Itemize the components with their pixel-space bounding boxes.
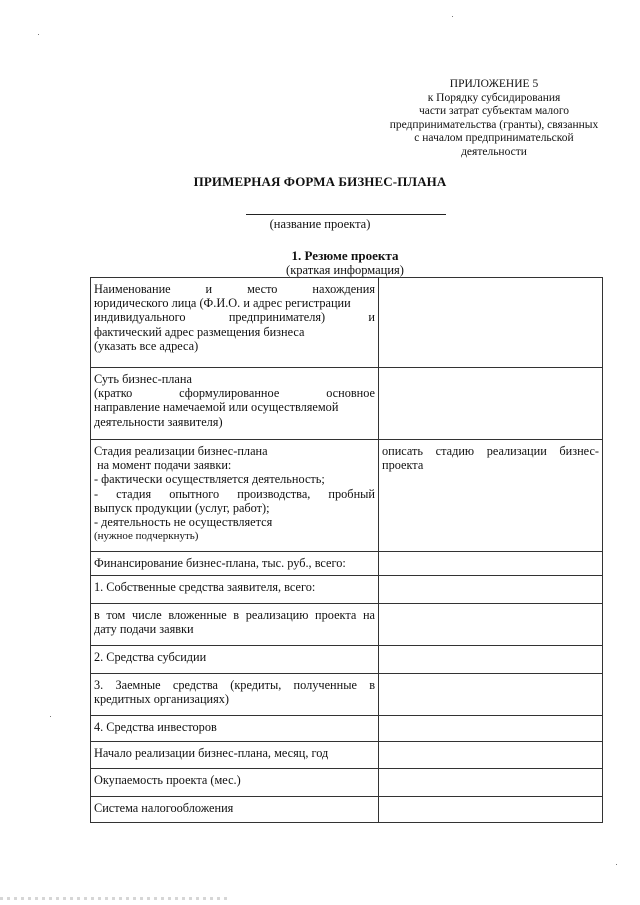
scan-speck [616,864,617,865]
row-label [91,278,379,368]
appendix-header [372,78,616,160]
row-label [91,576,379,604]
row-label-line: Наименование и место нахождения [94,282,375,296]
row-label-line: - фактически осуществляется деятельность; [94,472,325,487]
row-value-cell[interactable] [379,674,603,716]
row-label [91,742,379,769]
row-label-line: - деятельность не осуществляется [94,515,273,530]
table-row [91,797,603,823]
row-value-cell[interactable] [379,440,603,552]
section-title: 1. Резюме проекта [291,248,399,263]
table-row [91,604,603,646]
row-value-cell[interactable] [379,742,603,769]
row-label-line: Финансирование бизнес-плана, тыс. руб., всего: [94,556,346,570]
appendix-line: к Порядку субсидирования [427,91,561,104]
row-label-line: (нужное подчеркнуть) [94,530,199,543]
table-row [91,716,603,742]
row-label-line: направление намечаемой или осуществляемой [94,400,339,415]
table-row [91,674,603,716]
row-label-line: Начало реализации бизнес-плана, месяц, год [94,746,329,760]
row-label [91,769,379,797]
row-label-line: Суть бизнес-плана [94,372,192,386]
appendix-line: ПРИЛОЖЕНИЕ 5 [449,78,539,90]
row-label-line: (кратко сформулированное основное [94,386,375,401]
table-row [91,552,603,576]
appendix-line: части затрат субъектам малого [418,105,570,118]
row-label [91,716,379,742]
section-subtitle: (краткая информация) [286,263,404,277]
row-label [91,368,379,440]
row-label-line: 2. Средства субсидии [94,650,207,664]
table-row [91,769,603,797]
row-value-cell[interactable] [379,576,603,604]
row-label-line: (указать все адреса) [94,338,199,353]
row-value-cell[interactable] [379,552,603,576]
row-label-line: 1. Собственные средства заявителя, всего: [94,580,316,594]
appendix-line: с началом предпринимательской [414,132,574,145]
table-row [91,576,603,604]
row-label-line: фактический адрес размещения бизнеса [94,324,305,339]
row-label [91,674,379,716]
table-row [91,440,603,552]
row-value-cell[interactable] [379,716,603,742]
row-label-line: Система налогообложения [94,801,234,815]
table-row [91,646,603,674]
row-label-line: Стадия реализации бизнес-плана [94,444,268,458]
row-label [91,552,379,576]
table-row [91,368,603,440]
scan-speck [452,16,453,17]
row-value-cell[interactable] [379,604,603,646]
table-row [91,278,603,368]
row-value-cell[interactable] [379,646,603,674]
row-value-cell[interactable] [379,278,603,368]
scan-speck [50,716,51,717]
document-title: ПРИМЕРНАЯ ФОРМА БИЗНЕС-ПЛАНА [193,174,447,189]
row-value-cell[interactable] [379,368,603,440]
appendix-line: деятельности [461,145,527,158]
appendix-line: предпринимательства (гранты), связанных [389,118,599,131]
table-row [91,742,603,769]
row-label-line: кредитных организациях) [94,692,230,707]
row-value-line: проекта [382,458,424,473]
row-label-line: Окупаемость проекта (мес.) [94,773,241,787]
row-label [91,604,379,646]
row-value-cell[interactable] [379,797,603,823]
row-value-line: описать стадию реализации бизнес- [382,444,599,458]
row-label-line: - стадия опытного производства, пробный [94,486,375,501]
row-label [91,797,379,823]
row-label-line: 3. Заемные средства (кредиты, полученные в [94,678,375,692]
row-label-line: индивидуального предпринимателя) и [94,310,375,325]
row-label-line: дату подачи заявки [94,622,194,637]
row-label-line: выпуск продукции (услуг, работ); [94,500,270,515]
project-name-caption: (название проекта) [269,217,371,231]
project-name-line[interactable] [246,214,446,215]
summary-table [90,277,603,823]
row-label-line: деятельности заявителя) [94,414,223,429]
row-label-line: 4. Средства инвесторов [94,720,217,734]
scan-speck [38,34,39,35]
row-value-cell[interactable] [379,769,603,797]
row-label-line: на момент подачи заявки: [94,458,232,473]
row-label [91,646,379,674]
scan-footer-noise [0,897,230,900]
row-label-line: в том числе вложенные в реализацию проекта на [94,608,375,622]
row-label-line: юридического лица (Ф.И.О. и адрес регистрации [94,296,351,311]
row-label [91,440,379,552]
